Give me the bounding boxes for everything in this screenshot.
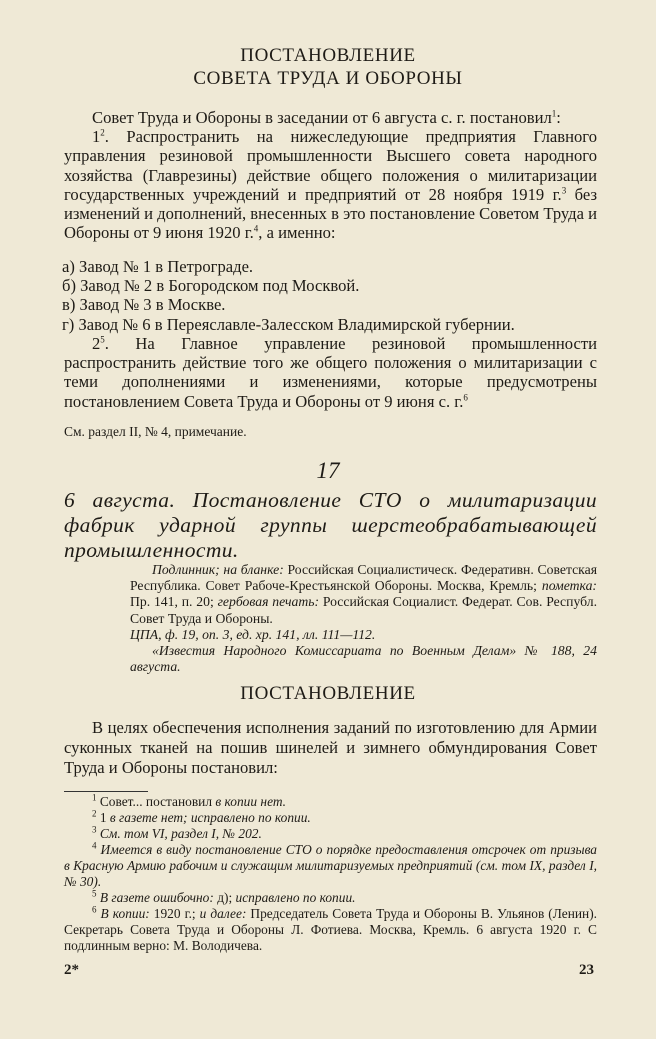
footnote-ref: 4 [253,223,259,234]
factory-list [0,257,656,334]
footnote: $^2$ 1 в газете нет; исправлено по копии. [92,808,311,825]
list-item: а) Завод № 1 в Петрограде. [62,257,254,276]
footnotes [64,794,597,954]
footnote-divider [64,791,148,792]
footnote-ref: 3 [561,185,567,196]
page-number: 23 [579,962,594,978]
resolution-heading [0,44,656,90]
list-item: г) Завод № 6 в Переяславле-Залесском Владимирской губернии. [62,314,515,334]
resolution-body [64,108,597,242]
paragraph-3: В целях обеспечения исполнения заданий по изготовлению для Армии суконных тканей на пошив шинелей и зимнего обмундирования Совет Труда и Обороны постановил: [64,718,597,777]
footnote-ref: 2 [100,127,105,138]
footnote: $^1$ Совет... постановил в копии нет. [92,792,287,809]
paragraph-2: $2^5$. На Главное управление резиновой промышленности распространить действие того же общего положения о милитаризации с теми дополнениями и изменениями, которые предусмотрены постановлением Совета Труда и Обороны от 9 июня с. г.$^6$ [64,334,597,411]
list-item: в) Завод № 3 в Москве. [62,295,226,315]
list-item: б) Завод № 2 в Богородском под Москвой. [62,276,360,296]
heading-line-1: ПОСТАНОВЛЕНИЕ [240,45,416,66]
signature-mark: 2* [64,962,79,978]
see-note: См. раздел II, № 4, примечание. [64,424,247,439]
heading-line-2: СОВЕТА ТРУДА И ОБОРОНЫ [193,68,463,89]
footnote: $^3$ См. том VI, раздел I, № 202. [92,824,262,841]
footnote: $^6$ В копии: 1920 г.; и далее: Председатель Совета Труда и Обороны В. Ульянов (Ленин). Секретарь Совета Труда и Обороны Л. Фотиева. Москва, Кремль. 6 августа 1920 г. С подлинным верно: М. Володичева. [64,904,598,953]
source-info: Подлинник; на бланке: Российская Социалистическ. Федеративн. Советская Республика. Совет Рабоче-Крестьянской Обороны. Москва, Кремль; пометка: Пр. 141, п. 20; гербовая печать: Российская Социалист. Федерат. Сов. Республ. Совет Труда и Обороны. ЦПА, ф. 19, оп. 3, ед. хр. 141, лл. 111—112. «Известия Народного Комиссариата по Военным Делам» № 188, 24 августа. [130,562,597,675]
footnote: $^4$ Имеется в виду постановление СТО о порядке предоставления отсрочек от призыва в Красную Армию рабочим и служащим милитаризуемых предприятий (см. том IX, раздел I, № 30). [64,840,597,889]
footnote: $^5$ В газете ошибочно: д); исправлено по копии. [92,888,356,905]
document-title: 6 августа. Постановление СТО о милитаризации фабрик ударной группы шерстеобрабатывающей промышленности. [64,488,597,562]
publication-reference: «Известия Народного Комиссариата по Военным Делам» № 188, 24 августа. [130,643,597,675]
archive-reference: ЦПА, ф. 19, оп. 3, ед. хр. 141, лл. 111—112. [130,626,376,642]
resolution-heading-2: ПОСТАНОВЛЕНИЕ [240,683,416,704]
document-number: 17 [316,458,340,483]
footnote-ref: 6 [463,392,468,403]
footnote-ref: 1 [551,108,557,119]
paragraph-1: $1^2$. Распространить на нижеследующие предприятия Главного управления резиновой промышленности Высшего совета народного хозяйства (Главрезины) действие общего положения о милитаризации государственных учреждений и предприятий от 28 ноября 1919 г.$^3$ без изменений и дополнений, внесенных в это постановление Советом Труда и Обороны от 9 июня 1920 г.$^4$, а именно: [64,127,598,243]
intro-paragraph: Совет Труда и Обороны в заседании от 6 августа с. г. постановил$^1$: [92,108,561,127]
footnote-ref: 5 [100,334,105,345]
